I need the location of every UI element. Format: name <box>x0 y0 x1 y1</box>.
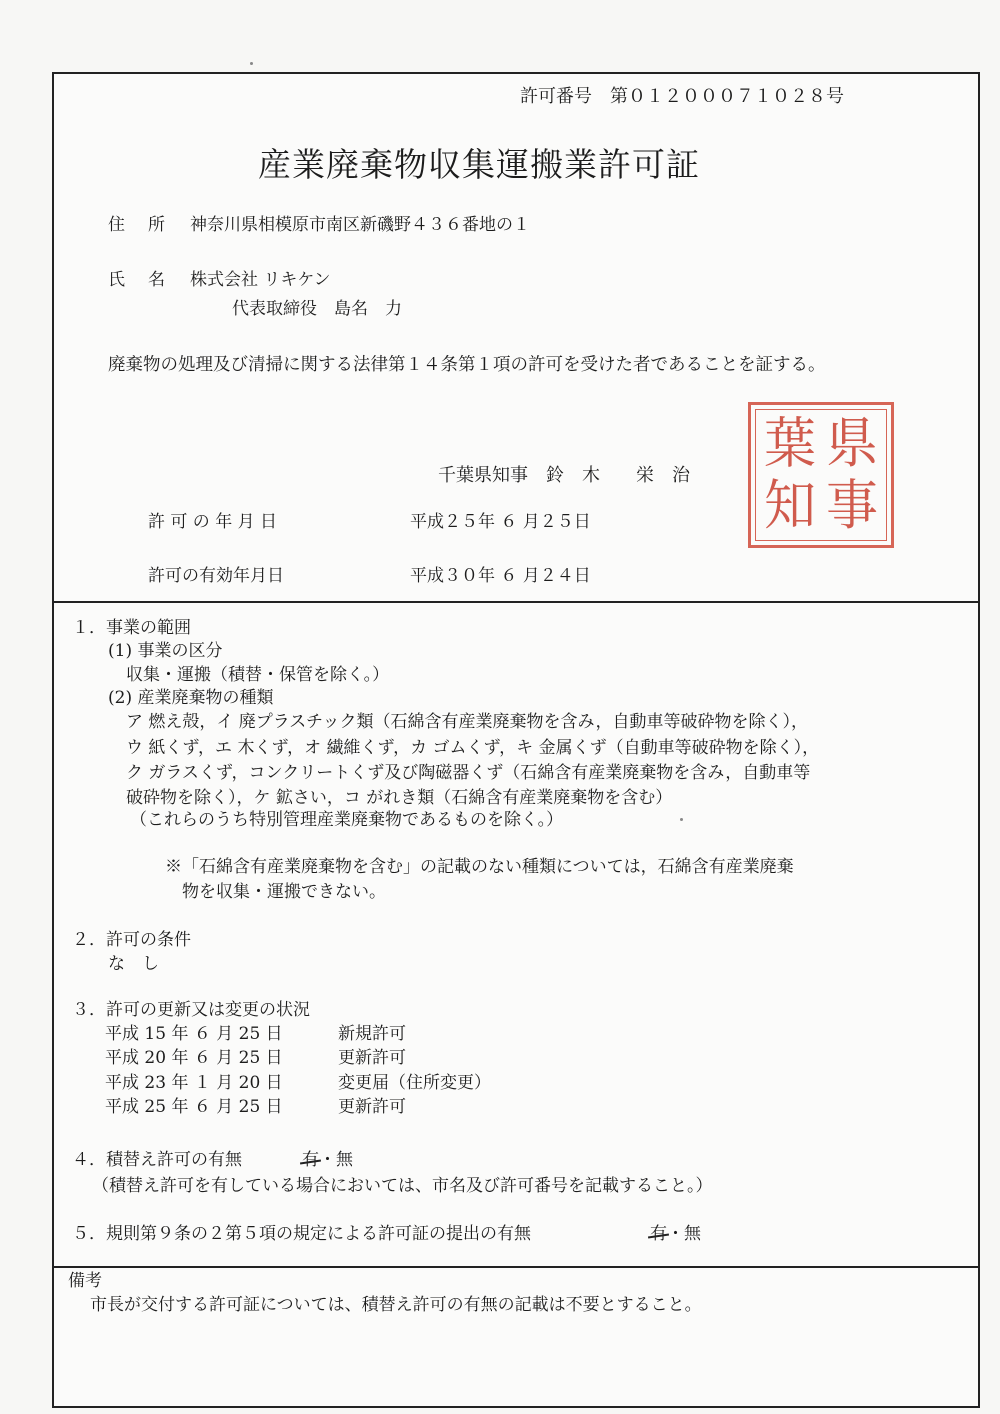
waste-types-line: 破砕物を除く），ケ 鉱さい，コ がれき類（石綿含有産業廃棄物を含む） <box>126 788 673 808</box>
section4-heading: ４．積替え許可の有無 <box>72 1150 242 1170</box>
seal-char: 知 <box>763 474 816 538</box>
waste-types-line: ア 燃え殻，イ 廃プラスチック類（石綿含有産業廃棄物を含み，自動車等破砕物を除く）， <box>126 712 808 732</box>
option-separator: ・ <box>319 1150 336 1170</box>
option-no: 無 <box>336 1150 353 1170</box>
name-label: 氏 名 <box>108 270 168 290</box>
company-name: 株式会社 リキケン <box>190 270 331 290</box>
history-event: 変更届（住所変更） <box>338 1073 491 1093</box>
representative-name: 代表取締役 島名 力 <box>232 299 402 319</box>
seal-char: 葉 <box>763 412 816 476</box>
permit-date-label: 許 可 の 年 月 日 <box>148 512 278 532</box>
certification-statement: 廃棄物の処理及び清掃に関する法律第１４条第１項の許可を受けた者であることを証する。 <box>108 355 826 375</box>
expiry-date-value: 平成３０年 ６ 月２４日 <box>410 566 591 586</box>
remarks-text: 市長が交付する許可証については、積替え許可の有無の記載は不要とすること。 <box>90 1295 702 1315</box>
seal-char: 県 <box>825 412 878 476</box>
section1-heading: １．事業の範囲 <box>72 618 191 638</box>
official-seal <box>748 402 894 548</box>
address-label: 住 所 <box>108 215 168 235</box>
history-event: 更新許可 <box>338 1097 406 1117</box>
section-divider <box>52 601 980 603</box>
history-date: 平成 15 年 ６ 月 25 日 <box>105 1024 283 1044</box>
waste-types-heading: (2) 産業廃棄物の種類 <box>108 688 274 708</box>
asbestos-note: ※「石綿含有産業廃棄物を含む」の記載のない種類については，石綿含有産業廃棄 <box>165 857 794 877</box>
section2-heading: ２．許可の条件 <box>72 930 191 950</box>
history-event: 新規許可 <box>338 1024 406 1044</box>
section3-heading: ３．許可の更新又は変更の状況 <box>72 1000 310 1020</box>
expiry-date-label: 許可の有効年月日 <box>148 566 284 586</box>
remarks-heading: 備考 <box>68 1271 102 1291</box>
transfer-permit-note: （積替え許可を有している場合においては、市名及び許可番号を記載すること。） <box>92 1176 713 1196</box>
document-title: 産業廃棄物収集運搬業許可証 <box>258 145 700 184</box>
option-separator: ・ <box>667 1224 684 1244</box>
option-yes-struck: 有 <box>650 1224 667 1244</box>
issuer-name: 千葉県知事 鈴 木 栄 治 <box>438 465 690 486</box>
address-value: 神奈川県相模原市南区新磯野４３６番地の１ <box>190 215 530 235</box>
history-date: 平成 25 年 ６ 月 25 日 <box>105 1097 283 1117</box>
section5-heading: ５．規則第９条の２第５項の規定による許可証の提出の有無 <box>72 1224 531 1244</box>
transfer-permit-choice <box>302 1152 353 1169</box>
remarks-divider <box>52 1266 980 1268</box>
waste-types-line: （これらのうち特別管理産業廃棄物であるものを除く。） <box>130 810 564 830</box>
option-no: 無 <box>684 1224 701 1244</box>
scan-speck <box>680 818 683 821</box>
waste-types-line: ク ガラスくず，コンクリートくず及び陶磁器くず（石綿含有産業廃棄物を含み，自動車等 <box>126 763 811 783</box>
history-date: 平成 23 年 １ 月 20 日 <box>105 1073 283 1093</box>
business-category-value: 収集・運搬（積替・保管を除く。） <box>126 665 390 685</box>
waste-types-line: ウ 紙くず，エ 木くず，オ 繊維くず，カ ゴムくず，キ 金属くず（自動車等破砕物を除く）， <box>126 738 820 758</box>
permit-number: 許可番号 第０１２０００７１０２８号 <box>520 86 844 107</box>
asbestos-note: 物を収集・運搬できない。 <box>182 882 386 902</box>
permit-date-value: 平成２５年 ６ 月２５日 <box>410 512 591 532</box>
seal-char: 事 <box>825 474 878 538</box>
option-yes-struck: 有 <box>302 1150 319 1170</box>
scan-speck <box>250 62 253 65</box>
history-date: 平成 20 年 ６ 月 25 日 <box>105 1048 283 1068</box>
history-event: 更新許可 <box>338 1048 406 1068</box>
submission-choice <box>650 1226 701 1243</box>
business-category-heading: (1) 事業の区分 <box>108 641 223 661</box>
conditions-value: な し <box>108 954 159 974</box>
